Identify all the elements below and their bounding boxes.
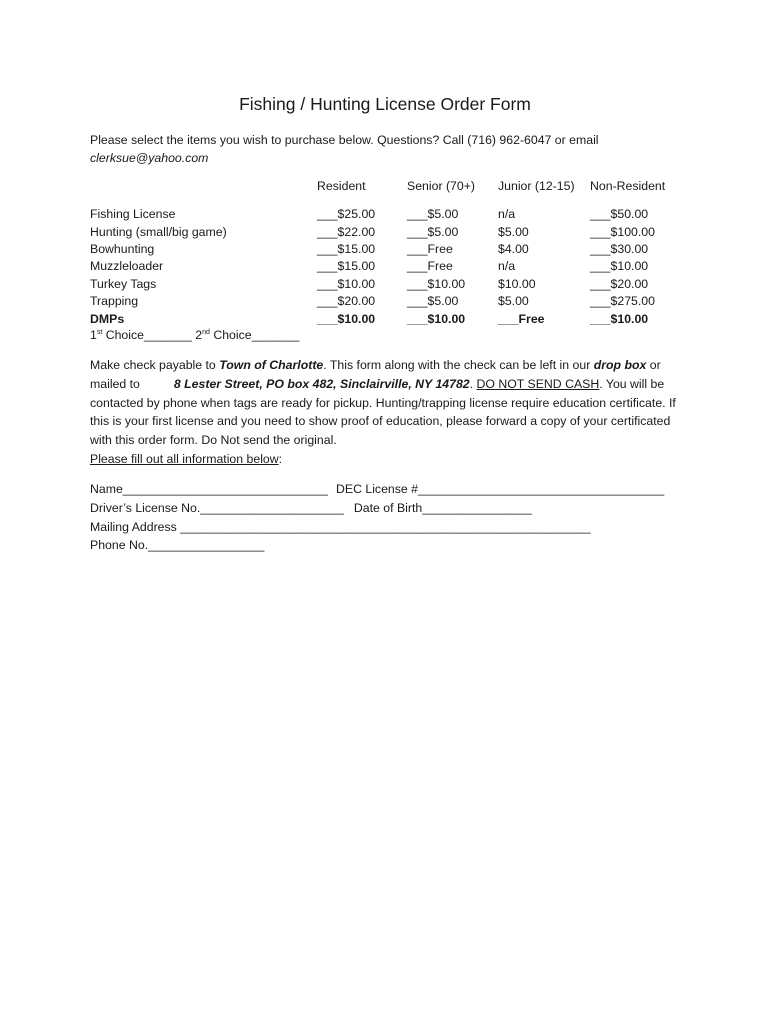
second-choice-num: 2 bbox=[195, 328, 203, 342]
table-row-trapping bbox=[0, 294, 770, 312]
price-junior: n/a bbox=[498, 207, 516, 221]
contact-email: clerksue@yahoo.com bbox=[90, 151, 209, 165]
price-senior[interactable]: ___Free bbox=[407, 259, 453, 273]
payment-text: : bbox=[278, 451, 283, 466]
price-nonresident[interactable]: ___$275.00 bbox=[590, 294, 655, 308]
price-senior[interactable]: ___$5.00 bbox=[407, 225, 459, 239]
no-cash-warning: DO NOT SEND CASH bbox=[476, 376, 600, 391]
applicant-fields bbox=[90, 480, 664, 555]
price-junior: $5.00 bbox=[498, 294, 529, 308]
phone-field[interactable]: Phone No._________________ bbox=[90, 538, 265, 553]
drivers-license-field[interactable]: Driver’s License No._____________________ bbox=[90, 500, 344, 515]
column-header-nonresident: Non-Resident bbox=[590, 179, 666, 193]
price-resident[interactable]: ___$25.00 bbox=[317, 207, 376, 221]
first-choice-blank[interactable]: Choice_______ bbox=[102, 328, 196, 342]
price-junior: $5.00 bbox=[498, 225, 529, 239]
price-nonresident[interactable]: ___$10.00 bbox=[590, 312, 649, 326]
intro-paragraph bbox=[90, 131, 680, 167]
table-row-turkey-tags bbox=[0, 277, 770, 295]
fill-out-heading: Please fill out all information below bbox=[90, 451, 279, 466]
price-nonresident[interactable]: ___$30.00 bbox=[590, 242, 649, 256]
row-label: Bowhunting bbox=[90, 242, 155, 256]
drop-box-text: drop box bbox=[593, 358, 647, 372]
payment-text: . You will be contacted by phone when tags are ready for pickup. Hunting/trapping license require education certificate. If this is your first license and you need to show proof of education, please forward a copy of your certificated with this order form. Do Not send the original. bbox=[90, 376, 676, 448]
payment-text: Make check payable to bbox=[90, 358, 220, 372]
row-label: Muzzleloader bbox=[90, 259, 164, 273]
row-label: DMPs bbox=[90, 312, 125, 326]
price-junior[interactable]: ___Free bbox=[498, 312, 545, 326]
dec-license-field[interactable]: DEC License #____________________________________ bbox=[335, 482, 665, 496]
field-line bbox=[90, 499, 664, 518]
payment-text: or mailed to bbox=[90, 358, 661, 391]
row-label: Turkey Tags bbox=[90, 277, 157, 291]
payee-name: Town of Charlotte bbox=[219, 358, 324, 372]
price-senior[interactable]: ___$5.00 bbox=[407, 294, 459, 308]
table-row-hunting bbox=[0, 225, 770, 243]
price-resident[interactable]: ___$10.00 bbox=[317, 312, 376, 326]
row-label: Fishing License bbox=[90, 207, 176, 221]
price-resident[interactable]: ___$20.00 bbox=[317, 294, 376, 308]
table-row-bowhunting bbox=[0, 242, 770, 260]
column-header-senior: Senior (70+) bbox=[407, 179, 476, 193]
row-label: Trapping bbox=[90, 294, 139, 308]
first-choice-num: 1 bbox=[90, 328, 97, 342]
mailing-address-field[interactable]: Mailing Address ____________________________________________________________ bbox=[90, 519, 591, 534]
mailing-address: 8 Lester Street, PO box 482, Sinclairville, NY 14782 bbox=[173, 376, 470, 391]
dmp-choice-line[interactable] bbox=[90, 328, 300, 342]
price-senior[interactable]: ___$5.00 bbox=[407, 207, 459, 221]
column-header-resident: Resident bbox=[317, 179, 366, 193]
price-resident[interactable]: ___$15.00 bbox=[317, 242, 376, 256]
price-nonresident[interactable]: ___$20.00 bbox=[590, 277, 649, 291]
price-nonresident[interactable]: ___$100.00 bbox=[590, 225, 655, 239]
row-label: Hunting (small/big game) bbox=[90, 225, 227, 239]
date-of-birth-field[interactable]: Date of Birth________________ bbox=[353, 500, 532, 515]
price-junior: $4.00 bbox=[498, 242, 529, 256]
second-choice-blank[interactable]: Choice_______ bbox=[209, 328, 300, 342]
price-resident[interactable]: ___$10.00 bbox=[317, 277, 376, 291]
price-senior[interactable]: ___$10.00 bbox=[407, 312, 466, 326]
field-line bbox=[90, 480, 664, 499]
price-senior[interactable]: ___Free bbox=[407, 242, 453, 256]
price-nonresident[interactable]: ___$10.00 bbox=[590, 259, 649, 273]
table-row-fishing bbox=[0, 207, 770, 225]
column-header-junior: Junior (12-15) bbox=[498, 179, 575, 193]
payment-instructions bbox=[90, 356, 690, 469]
price-resident[interactable]: ___$15.00 bbox=[317, 259, 376, 273]
price-nonresident[interactable]: ___$50.00 bbox=[590, 207, 649, 221]
payment-text: . bbox=[469, 376, 477, 391]
first-choice-sup: st bbox=[96, 328, 103, 336]
second-choice-sup: nd bbox=[202, 328, 210, 336]
price-junior: $10.00 bbox=[498, 277, 536, 291]
page-title: Fishing / Hunting License Order Form bbox=[239, 94, 531, 114]
price-junior: n/a bbox=[498, 259, 516, 273]
price-senior[interactable]: ___$10.00 bbox=[407, 277, 466, 291]
name-field[interactable]: Name______________________________ bbox=[90, 482, 328, 496]
payment-text: . This form along with the check can be left in our bbox=[323, 358, 594, 372]
table-row-muzzleloader bbox=[0, 259, 770, 277]
intro-text: Please select the items you wish to purchase below. Questions? Call (716) 962-6047 or email bbox=[90, 133, 599, 147]
price-resident[interactable]: ___$22.00 bbox=[317, 225, 376, 239]
